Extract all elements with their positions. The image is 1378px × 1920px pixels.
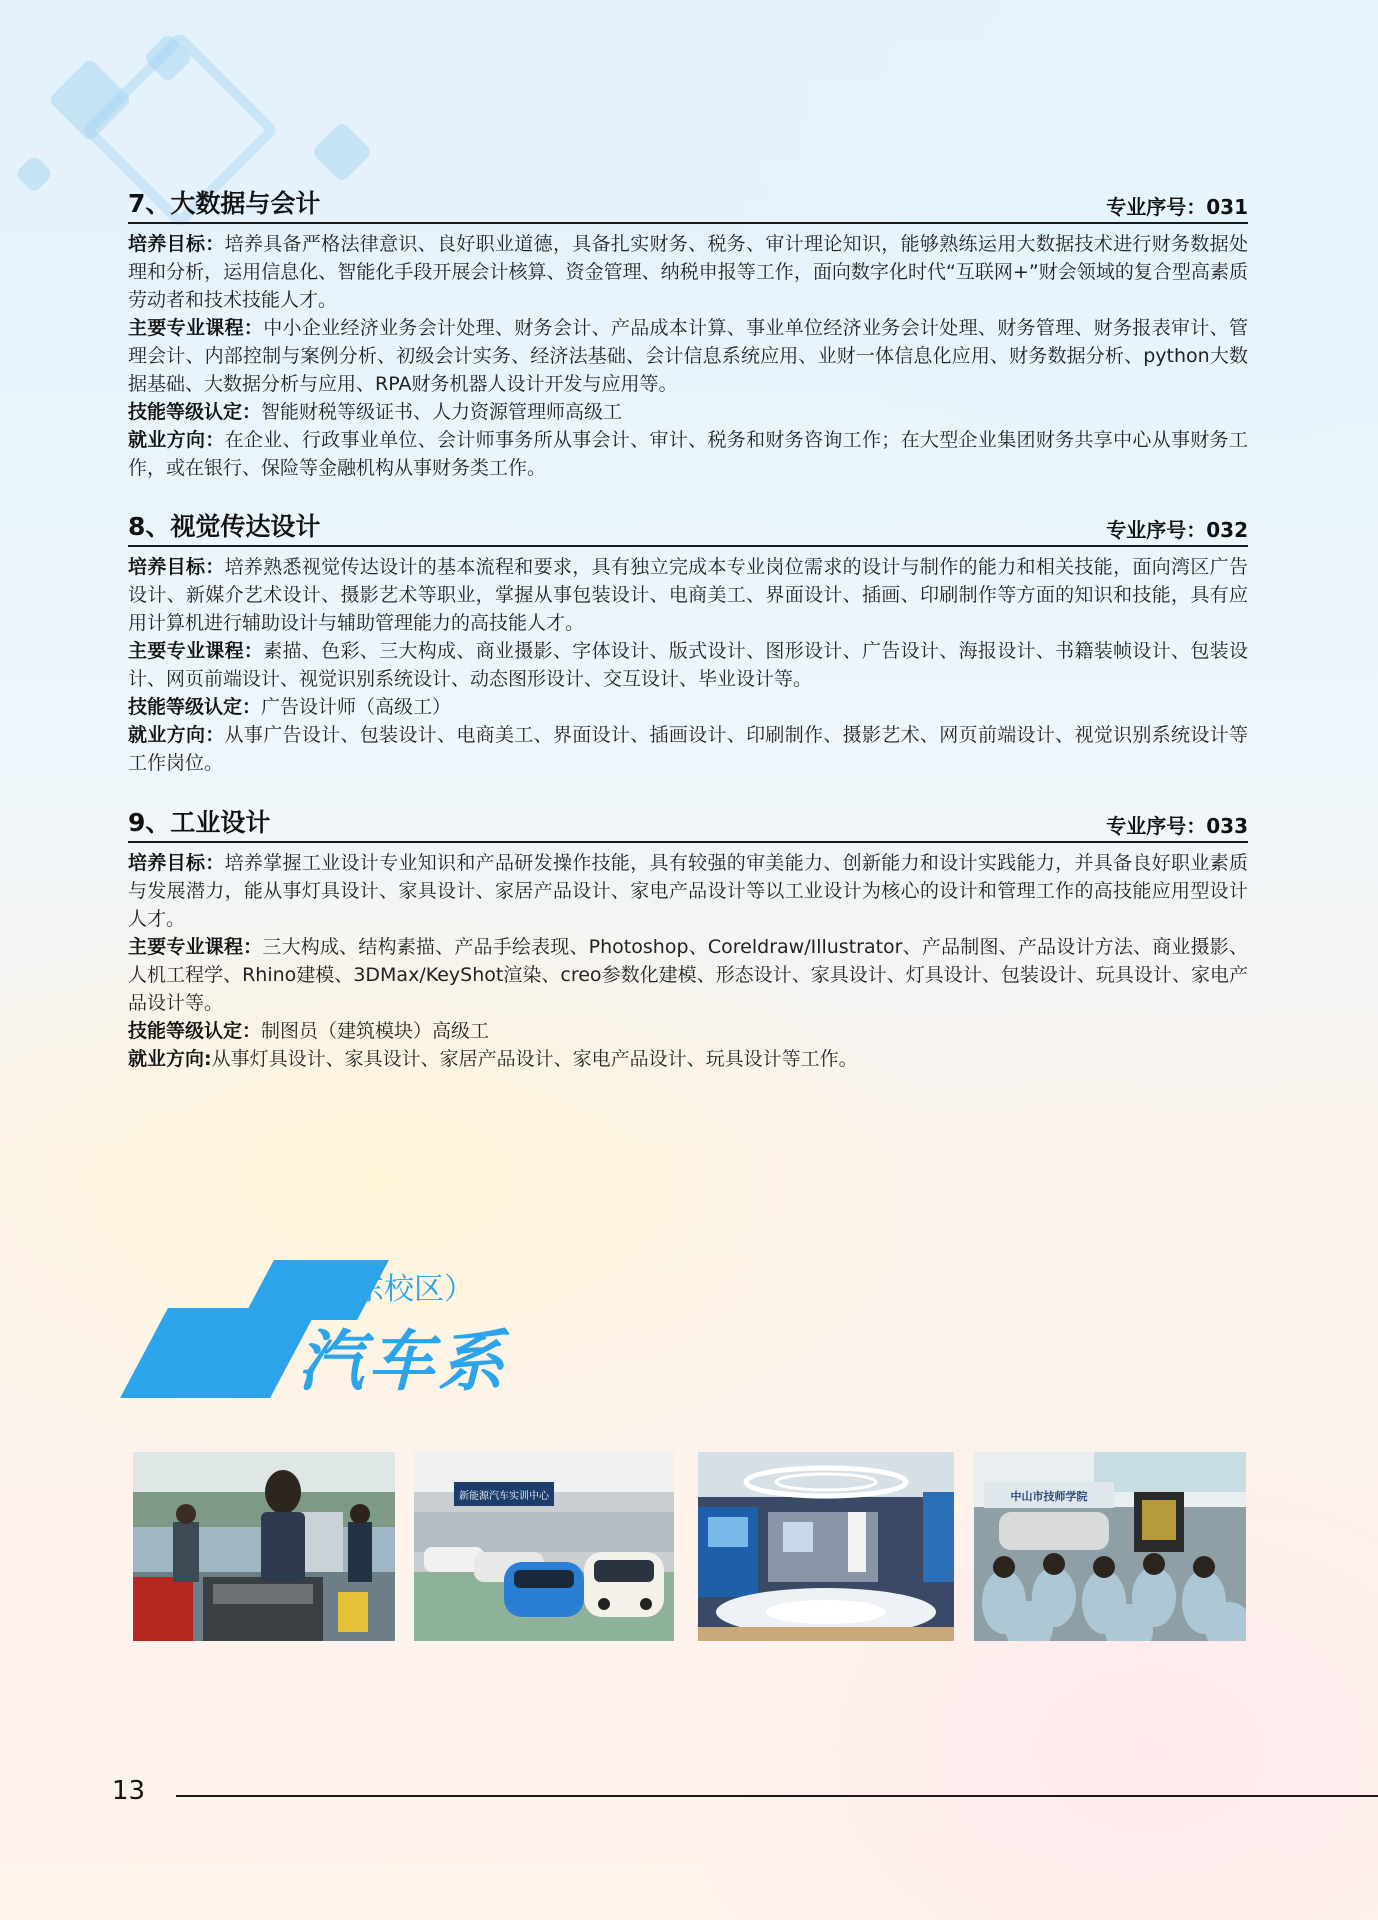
program-section-big-data-accounting	[128, 188, 1248, 482]
electric-car-showroom-photo	[414, 1452, 674, 1641]
program-code: 专业序号：031	[1106, 195, 1248, 219]
section-body	[128, 230, 1248, 482]
career-text: 从事广告设计、包装设计、电商美工、界面设计、插画设计、印刷制作、摄影艺术、网页前端设计、视觉识别系统设计等工作岗位。	[128, 724, 1248, 774]
page-number: 13	[112, 1776, 146, 1806]
cert-text: 智能财税等级证书、人力资源管理师高级工	[261, 401, 623, 423]
section-header	[128, 807, 1248, 843]
goal-label: 培养目标：	[128, 233, 225, 255]
section-title: 7、大数据与会计	[128, 189, 321, 218]
section-body	[128, 553, 1248, 777]
training-goal	[128, 553, 1248, 637]
courses-text: 中小企业经济业务会计处理、财务会计、产品成本计算、事业单位经济业务会计处理、财务管理、财务报表审计、管理会计、内部控制与案例分析、初级会计实务、经济法基础、会计信息系统应用、业财一体信息化应用、财务数据分析、python大数据基础、大数据分析与应用、RPA财务机器人设计开发与应用等。	[128, 317, 1248, 395]
section-header	[128, 511, 1248, 547]
goal-label: 培养目标：	[128, 852, 225, 874]
student-engine-workshop-photo	[133, 1452, 395, 1641]
showroom-sign: 新能源汽车实训中心	[459, 1491, 549, 1502]
goal-label: 培养目标：	[128, 556, 225, 578]
skill-certification	[128, 398, 1248, 426]
skill-certification	[128, 1017, 1248, 1045]
training-goal	[128, 230, 1248, 314]
automotive-exhibition-hall-photo	[698, 1452, 954, 1641]
goal-text: 培养掌握工业设计专业知识和产品研发操作技能，具有较强的审美能力、创新能力和设计实践能力，并具备良好职业素质与发展潜力，能从事灯具设计、家具设计、家居产品设计、家电产品设计等以工业设计为核心的设计和管理工作的高技能应用型设计人才。	[128, 852, 1248, 930]
decorative-diamond	[311, 121, 373, 183]
program-section-industrial-design	[128, 807, 1248, 1073]
students-in-training-hall-photo	[974, 1452, 1246, 1641]
program-section-visual-communication	[128, 511, 1248, 777]
decorative-diamond	[14, 154, 54, 194]
department-heading	[128, 1260, 528, 1400]
section-header	[128, 188, 1248, 224]
career-label: 就业方向:	[128, 1048, 212, 1070]
program-code: 专业序号：032	[1106, 518, 1248, 542]
cert-text: 广告设计师（高级工）	[261, 696, 452, 718]
courses-label: 主要专业课程：	[128, 936, 263, 958]
cert-label: 技能等级认定：	[128, 696, 262, 718]
goal-text: 培养具备严格法律意识、良好职业道德，具备扎实财务、税务、审计理论知识，能够熟练运用大数据技术进行财务数据处理和分析，运用信息化、智能化手段开展会计核算、资金管理、纳税申报等工作，面向数字化时代“互联网+”财会领域的复合型高素质劳动者和技术技能人才。	[128, 233, 1248, 311]
main-courses	[128, 314, 1248, 398]
career-label: 就业方向：	[128, 429, 225, 451]
program-code: 专业序号：033	[1106, 814, 1248, 838]
career-label: 就业方向：	[128, 724, 225, 746]
cert-text: 制图员（建筑模块）高级工	[261, 1020, 490, 1042]
goal-text: 培养熟悉视觉传达设计的基本流程和要求，具有独立完成本专业岗位需求的设计与制作的能力和相关技能，面向湾区广告设计、新媒介艺术设计、摄影艺术等职业，掌握从事包装设计、电商美工、界面设计、插画、印刷制作等方面的知识和技能，具有应用计算机进行辅助设计与辅助管理能力的高技能人才。	[128, 556, 1248, 634]
career-direction	[128, 426, 1248, 482]
section-body	[128, 849, 1248, 1073]
main-courses	[128, 637, 1248, 693]
section-title: 9、工业设计	[128, 808, 271, 837]
career-direction	[128, 721, 1248, 777]
section-title: 8、视觉传达设计	[128, 512, 321, 541]
campus-label: （东校区）	[324, 1272, 474, 1307]
career-direction	[128, 1045, 1248, 1073]
courses-text: 三大构成、结构素描、产品手绘表现、Photoshop、Coreldraw/Illustrator、产品制图、产品设计方法、商业摄影、人机工程学、Rhino建模、3DMax/KeyShot渲染、creo参数化建模、形态设计、家具设计、灯具设计、包装设计、玩具设计、家电产品设计等。	[128, 936, 1248, 1014]
courses-label: 主要专业课程：	[128, 317, 264, 339]
decorative-parallelogram	[120, 1308, 318, 1398]
training-goal	[128, 849, 1248, 933]
career-text: 在企业、行政事业单位、会计师事务所从事会计、审计、税务和财务咨询工作；在大型企业集团财务共享中心从事财务工作，或在银行、保险等金融机构从事财务类工作。	[128, 429, 1248, 479]
school-banner: 中山市技师学院	[1010, 1490, 1088, 1503]
main-courses	[128, 933, 1248, 1017]
cert-label: 技能等级认定：	[128, 401, 262, 423]
career-text: 从事灯具设计、家具设计、家居产品设计、家电产品设计、玩具设计等工作。	[211, 1048, 858, 1070]
skill-certification	[128, 693, 1248, 721]
cert-label: 技能等级认定：	[128, 1020, 262, 1042]
courses-text: 素描、色彩、三大构成、商业摄影、字体设计、版式设计、图形设计、广告设计、海报设计、书籍装帧设计、包装设计、网页前端设计、视觉识别系统设计、动态图形设计、交互设计、毕业设计等。	[128, 640, 1248, 690]
footer-rule	[176, 1795, 1378, 1797]
courses-label: 主要专业课程：	[128, 640, 264, 662]
department-title: 汽车系	[298, 1323, 508, 1400]
